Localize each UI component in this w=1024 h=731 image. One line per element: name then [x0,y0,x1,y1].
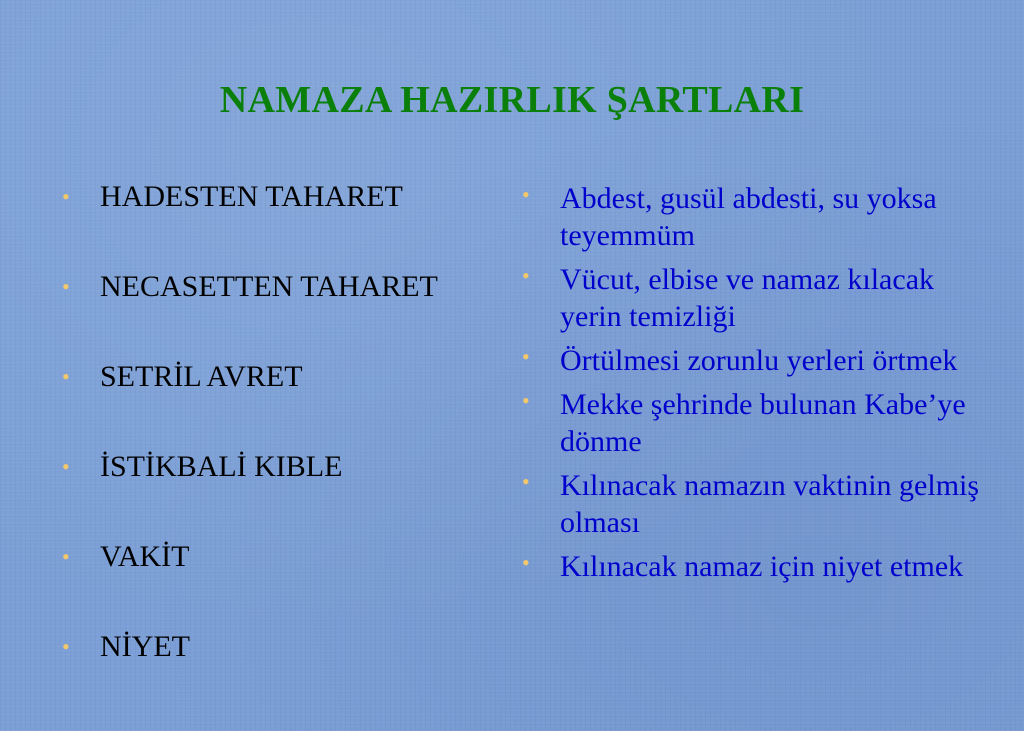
bullet-icon: • [522,344,530,369]
explanation-text: Örtülmesi zorunlu yerleri örtmek [560,344,958,377]
condition-item [62,358,502,448]
explanation-text: Vücut, elbise ve namaz kılacak yerin temizliği [560,263,935,333]
explanation-text: Kılınacak namazın vaktinin gelmiş olması [560,469,980,539]
bullet-icon: • [522,550,530,575]
condition-label: HADESTEN TAHARET [100,180,403,213]
condition-label: VAKİT [100,540,190,573]
explanation-text: Kılınacak namaz için niyet etmek [560,550,964,583]
condition-item [62,628,502,718]
explanation-item [522,548,1002,585]
bullet-icon: • [62,184,70,209]
bullet-icon: • [62,454,70,479]
explanation-item [522,180,1002,254]
conditions-list [62,178,502,718]
bullet-icon: • [522,182,530,207]
bullet-icon: • [522,263,530,288]
condition-label: SETRİL AVRET [100,360,303,393]
explanation-item [522,261,1002,335]
explanation-item [522,342,1002,379]
explanation-text: Mekke şehrinde bulunan Kabe’ye dönme [560,388,966,458]
bullet-icon: • [522,469,530,494]
bullet-icon: • [62,274,70,299]
explanation-item [522,386,1002,460]
condition-label: NİYET [100,630,190,663]
condition-item [62,538,502,628]
condition-item [62,268,502,358]
slide-title: NAMAZA HAZIRLIK ŞARTLARI [219,79,805,121]
bullet-icon: • [522,388,530,413]
explanations-list [522,180,1002,592]
explanation-text: Abdest, gusül abdesti, su yoksa teyemmüm [560,182,937,252]
bullet-icon: • [62,634,70,659]
condition-label: İSTİKBALİ KIBLE [100,450,343,483]
condition-label: NECASETTEN TAHARET [100,270,438,303]
bullet-icon: • [62,544,70,569]
bullet-icon: • [62,364,70,389]
condition-item [62,448,502,538]
condition-item [62,178,502,268]
explanation-item [522,467,1002,541]
